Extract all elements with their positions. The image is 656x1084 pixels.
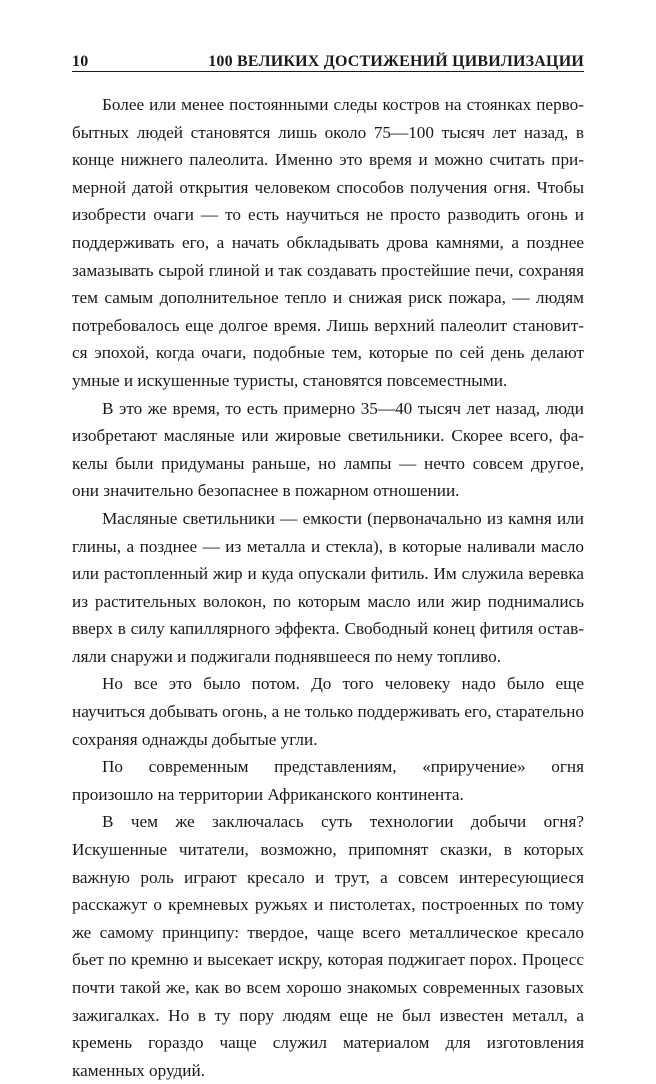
paragraph-4: Но все это было потом. До того человеку надо было еще научиться добывать огонь, а не только поддерживать его, старательно сохраняя однажды добытые угли. [72, 674, 584, 749]
body-text [72, 91, 584, 1084]
paragraph-2: В это же время, то есть примерно 35—40 тысяч лет назад, люди изобретают масляные или жировые светильники. Скорее всего, факелы были придуманы раньше, но лампы — нечто совсем другое, они значительно безопаснее в пожарном отношении. [72, 398, 584, 501]
running-title: 100 ВЕЛИКИХ ДОСТИЖЕНИЙ ЦИВИЛИЗАЦИИ [208, 53, 584, 70]
paragraph-1: Более или менее постоянными следы костров на стоянках первобытных людей становятся лишь около 75—100 тысяч лет назад, в конце нижнего палеолита. Именно это время и можно считать примерной датой открытия человеком способов получения огня. Чтобы изобрести очаги — то есть научиться не просто разводить огонь и поддерживать его, а начать обкладывать дрова камнями, а позднее замазывать сырой глиной и так создавать простейшие печи, сохраняя тем самым дополнительное тепло и снижая риск пожара, — людям потребовалось еще долгое время. Лишь верхний палеолит становится эпохой, когда очаги, подобные тем, которые по сей день делают умные и искушенные туристы, становятся повсеместными. [72, 95, 584, 390]
running-head [72, 47, 584, 71]
paragraph-5: По современным представлениям, «приручение» огня произошло на территории Африканского континента. [72, 757, 584, 804]
header-rule [72, 71, 584, 72]
page-number: 10 [72, 53, 89, 70]
paragraph-6: В чем же заключалась суть технологии добычи огня? Искушенные читатели, возможно, припомнят сказки, в которых важную роль играют кресало и трут, а совсем интересующиеся расскажут о кремневых ружьях и пистолетах, построенных по тому же самому принципу: твердое, чаще всего металлическое кресало бьет по кремню и высекает искру, которая поджигает порох. Процесс почти такой же, как во всем хорошо знакомых современных газовых зажигалках. Но в ту пору людям еще не был известен металл, а кремень гораздо чаще служил материалом для изготовления каменных орудий. [72, 812, 584, 1080]
paragraph-3: Масляные светильники — емкости (первоначально из камня или глины, а позднее — из металла и стекла), в которые наливали масло или растопленный жир и куда опускали фитиль. Им служила веревка из растительных волокон, по которым масло или жир поднимались вверх в силу капиллярного эффекта. Свободный конец фитиля оставляли снаружи и поджигали поднявшееся по нему топливо. [72, 508, 584, 666]
